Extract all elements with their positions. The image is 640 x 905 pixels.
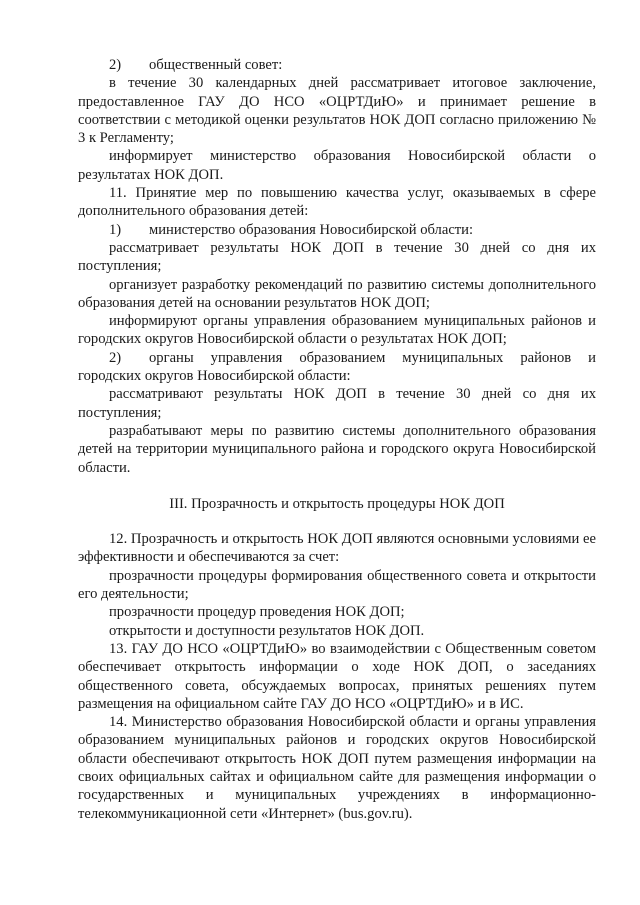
- paragraph: в течение 30 календарных дней рассматривает итоговое заключение, предоставленное ГАУ ДО НСО «ОЦРТДиЮ» и принимает решение в соответствии с методикой оценки результатов НОК ДОП согласно приложению № 3 к Регламенту;: [78, 75, 596, 147]
- paragraph: информирует министерство образования Новосибирской области о результатах НОК ДОП.: [78, 148, 596, 183]
- list-number: 1): [109, 221, 122, 238]
- paragraph: информируют органы управления образованием муниципальных районов и городских округов Новосибирской области о результатах НОК ДОП;: [78, 313, 596, 348]
- paragraph: 12. Прозрачность и открытость НОК ДОП являются основными условиями ее эффективности и обеспечиваются за счет:: [78, 531, 596, 566]
- section-2-block: [78, 56, 596, 477]
- document-page: [78, 56, 596, 823]
- paragraph: 13. ГАУ ДО НСО «ОЦРТДиЮ» во взаимодействии с Общественным советом обеспечивает открытость информации о ходе НОК ДОП, о заседаниях общественного совета, обсуждаемых вопросах, принятых решениях путем размещения на официальном сайте ГАУ ДО НСО «ОЦРТДиЮ» и в ИС.: [78, 640, 596, 712]
- paragraph: 14. Министерство образования Новосибирской области и органы управления образованием муниципальных районов и городских округов Новосибирской области обеспечивают открытость НОК ДОП путем размещения информации на своих официальных сайтах и официальном сайте для размещения информации о государственных и муниципальных учреждениях в информационно-телекоммуникационной сети «Интернет» (bus.gov.ru).: [78, 714, 596, 822]
- paragraph: прозрачности процедуры формирования общественного совета и открытости его деятельности;: [78, 567, 596, 603]
- list-number: 2): [109, 349, 122, 366]
- paragraph: [78, 221, 596, 239]
- paragraph: разрабатывают меры по развитию системы дополнительного образования детей на территории муниципального района и городского округа Новосибирской области.: [78, 422, 596, 476]
- paragraph: открытости и доступности результатов НОК ДОП.: [109, 622, 425, 639]
- section-3-block: [78, 530, 596, 823]
- paragraph-text: министерство образования Новосибирской области:: [149, 221, 474, 238]
- section-heading: III. Прозрачность и открытость процедуры НОК ДОП: [169, 495, 505, 512]
- paragraph-text: органы управления образованием муниципальных районов и городских округов Новосибирской области:: [78, 349, 596, 385]
- paragraph-text: общественный совет:: [149, 57, 283, 73]
- paragraph: организует разработку рекомендаций по развитию системы дополнительного образования детей на основании результатов НОК ДОП;: [78, 276, 596, 311]
- paragraph: 11. Принятие мер по повышению качества услуг, оказываемых в сфере дополнительного образования детей:: [78, 185, 596, 220]
- list-number: 2): [109, 57, 122, 73]
- paragraph: [78, 56, 596, 74]
- paragraph: рассматривают результаты НОК ДОП в течение 30 дней со дня их поступления;: [78, 386, 596, 421]
- paragraph: прозрачности процедур проведения НОК ДОП;: [109, 604, 405, 621]
- paragraph: [78, 349, 596, 386]
- paragraph: рассматривает результаты НОК ДОП в течение 30 дней со дня их поступления;: [78, 239, 596, 275]
